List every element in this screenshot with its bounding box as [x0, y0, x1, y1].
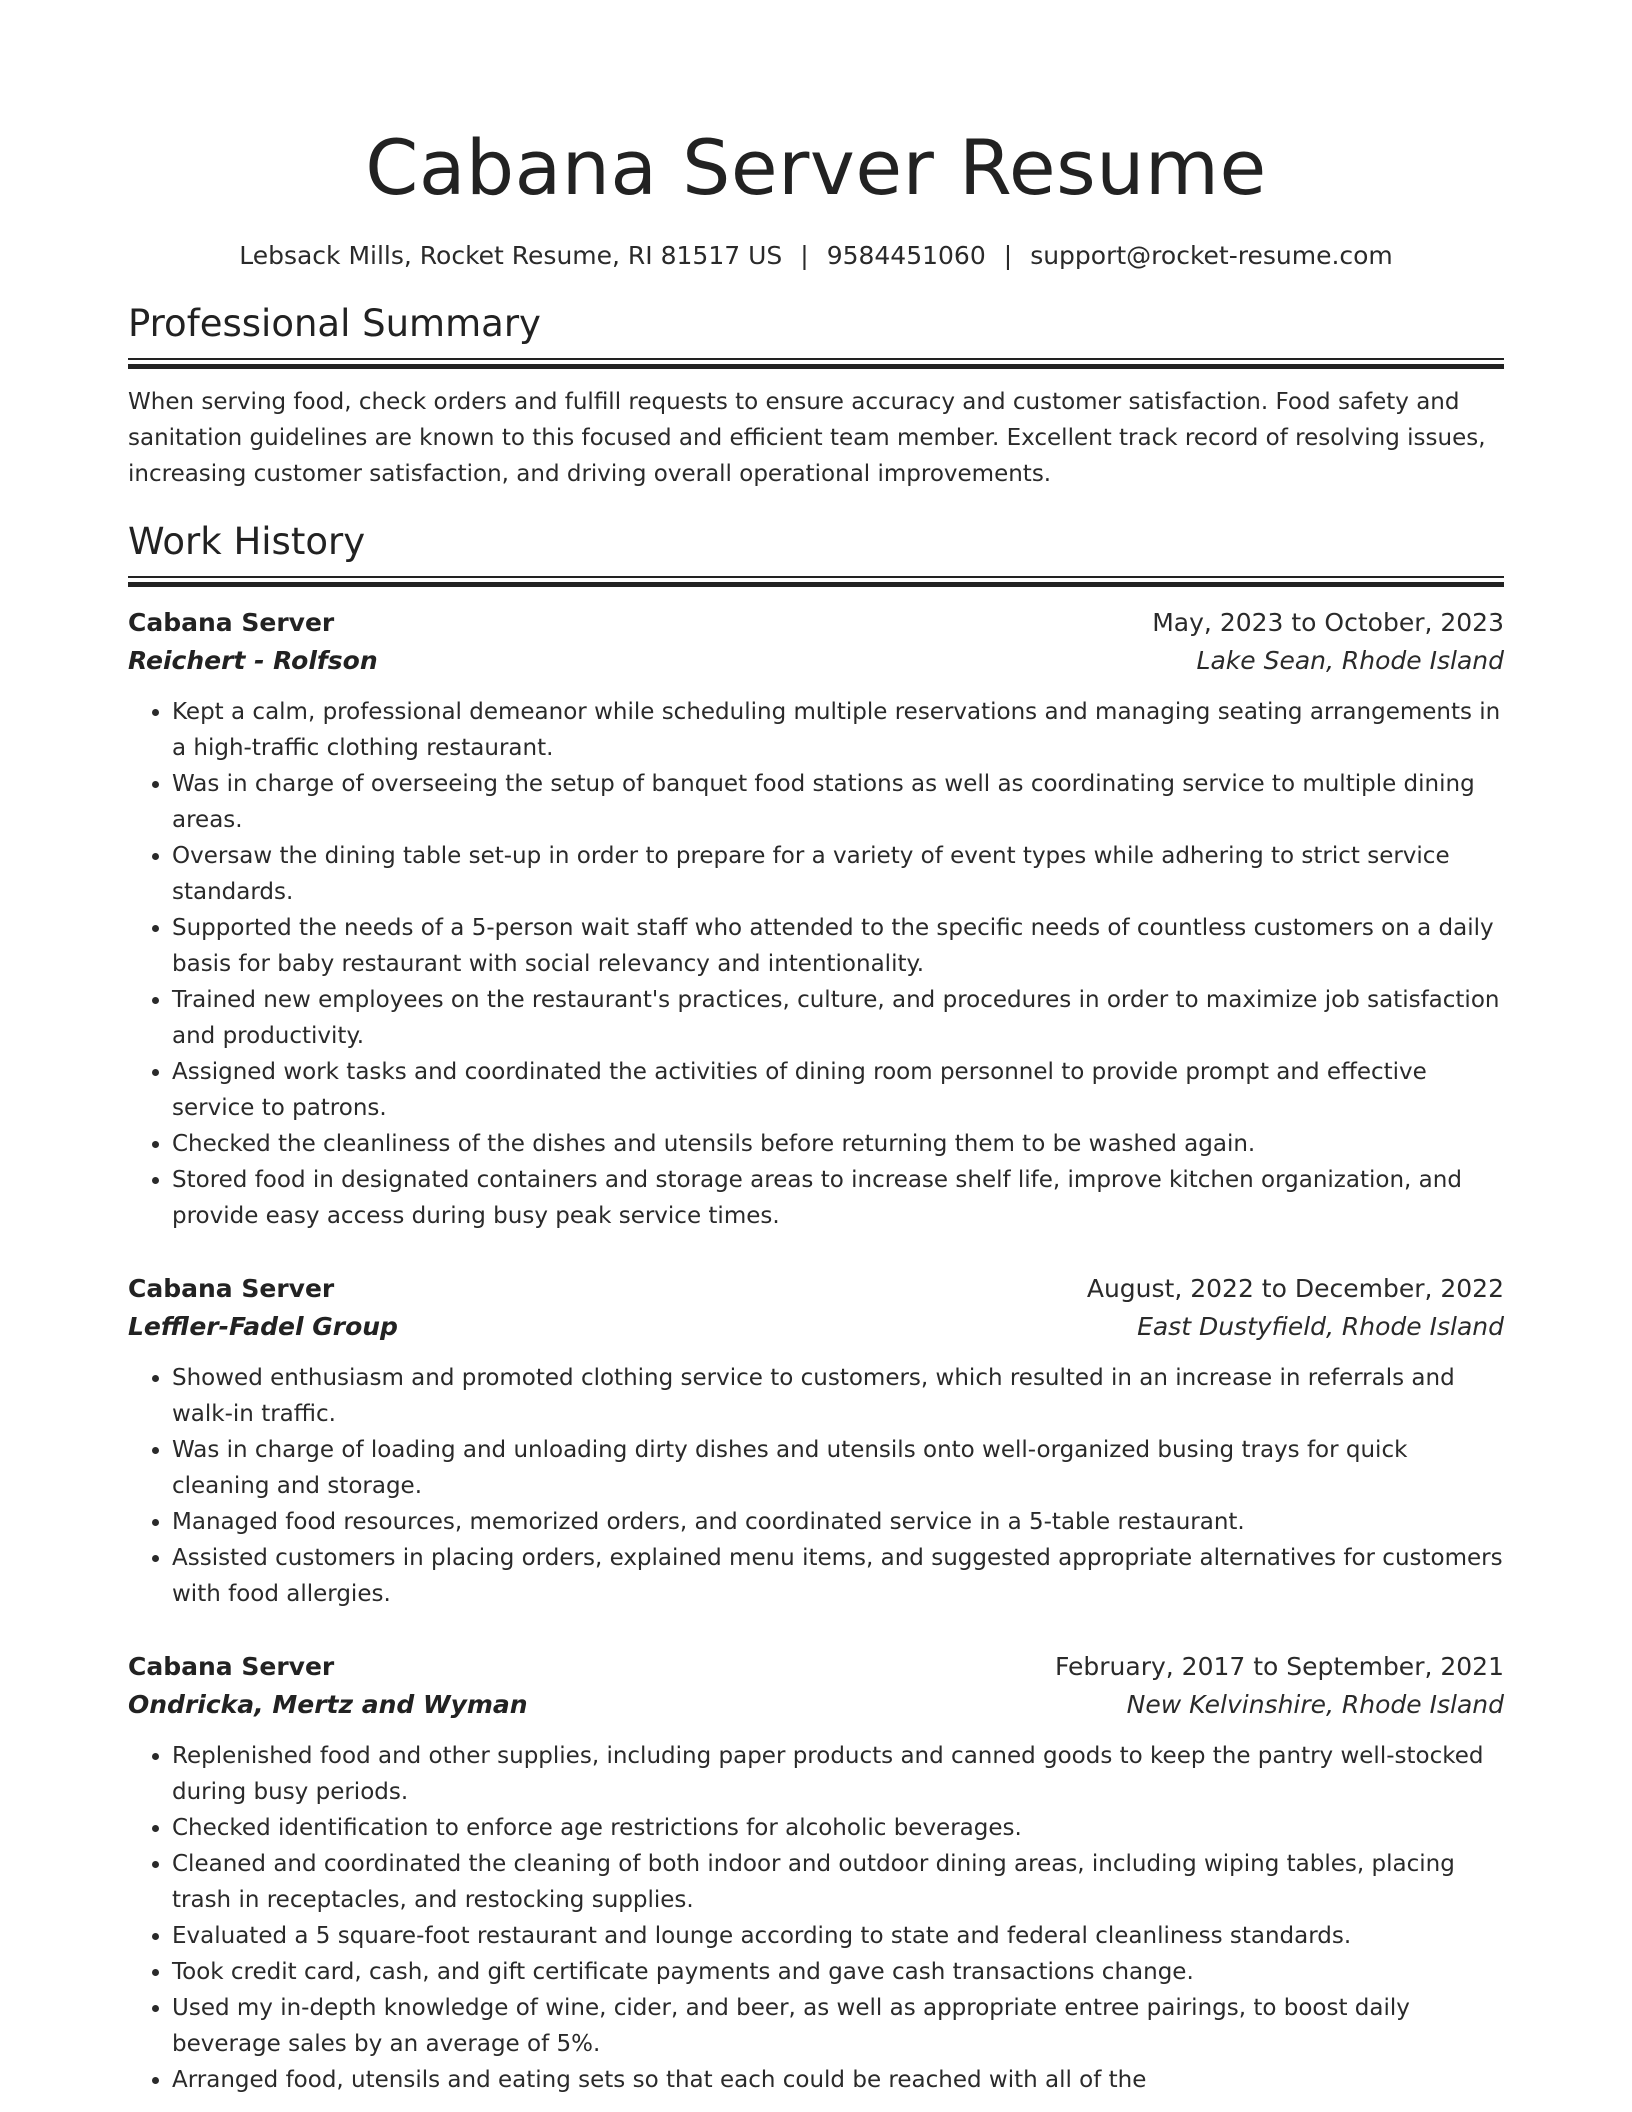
job-bullet: • Assigned work tasks and coordinated the activities of dining room personnel to provide prompt and effective service to patrons. — [172, 1054, 1504, 1126]
work-history-section — [128, 518, 1504, 2098]
job-dates: May, 2023 to October, 2023 — [1152, 608, 1504, 637]
job-title: Cabana Server — [128, 608, 335, 637]
job-bullet: • Checked identification to enforce age restrictions for alcoholic beverages. — [172, 1810, 1504, 1846]
job-bullet: • Supported the needs of a 5-person wait staff who attended to the specific needs of countless customers on a daily basis for baby restaurant with social relevancy and intentionality. — [172, 910, 1504, 982]
work-history-heading: Work History — [128, 520, 366, 563]
summary-heading: Professional Summary — [128, 302, 541, 345]
summary-text: When serving food, check orders and fulfill requests to ensure accuracy and customer satisfaction. Food safety and sanitation guidelines are known to this focused and efficient team member. Excellent track record of resolving issues, increasing customer satisfaction, and driving overall operational improvements. — [128, 389, 1486, 487]
job-bullet: • Managed food resources, memorized orders, and coordinated service in a 5-table restaurant. — [172, 1504, 1504, 1540]
job-bullet: • Evaluated a 5 square-foot restaurant and lounge according to state and federal cleanliness standards. — [172, 1918, 1504, 1954]
job-header-row — [128, 1270, 1504, 1308]
job-header-row — [128, 604, 1504, 642]
job-employer-row — [128, 1308, 1504, 1346]
job-bullet: • Assisted customers in placing orders, explained menu items, and suggested appropriate alternatives for customers with food allergies. — [172, 1540, 1504, 1612]
contact-email: support@rocket-resume.com — [1030, 241, 1393, 270]
summary-section — [128, 300, 1504, 492]
job-company: Reichert - Rolfson — [128, 646, 378, 675]
job-location: New Kelvinshire, Rhode Island — [1126, 1690, 1504, 1719]
contact-line — [128, 238, 1504, 274]
contact-separator: | — [1003, 241, 1013, 270]
job-employer-row — [128, 1686, 1504, 1724]
contact-phone: 9584451060 — [826, 241, 986, 270]
resume-page — [128, 0, 1504, 2098]
job-bullet: • Was in charge of overseeing the setup of banquet food stations as well as coordinating service to multiple dining areas. — [172, 766, 1504, 838]
contact-separator: | — [800, 241, 809, 270]
job-header-row — [128, 1648, 1504, 1686]
job-company: Leffler-Fadel Group — [128, 1312, 398, 1341]
job-bullet: • Checked the cleanliness of the dishes and utensils before returning them to be washed again. — [172, 1126, 1504, 1162]
section-divider — [128, 358, 1504, 368]
job-bullet: • Replenished food and other supplies, including paper products and canned goods to keep the pantry well-stocked during busy periods. — [172, 1738, 1504, 1810]
job-bullet: • Stored food in designated containers and storage areas to increase shelf life, improve kitchen organization, and provide easy access during busy peak service times. — [172, 1162, 1504, 1234]
job-employer-row — [128, 642, 1504, 680]
job-bullet: • Arranged food, utensils and eating sets so that each could be reached with all of the — [172, 2062, 1504, 2098]
job-entry — [128, 1270, 1504, 1612]
job-bullet: • Took credit card, cash, and gift certificate payments and gave cash transactions change. — [172, 1954, 1504, 1990]
contact-address: Lebsack Mills, Rocket Resume, RI 81517 US — [239, 241, 783, 270]
job-bullet: • Kept a calm, professional demeanor while scheduling multiple reservations and managing seating arrangements in a high-traffic clothing restaurant. — [172, 694, 1504, 766]
job-bullet: • Used my in-depth knowledge of wine, cider, and beer, as well as appropriate entree pairings, to boost daily beverage sales by an average of 5%. — [172, 1990, 1504, 2062]
job-dates: August, 2022 to December, 2022 — [1086, 1274, 1504, 1303]
section-divider — [128, 576, 1504, 586]
job-bullet: • Oversaw the dining table set-up in order to prepare for a variety of event types while adhering to strict service standards. — [172, 838, 1504, 910]
job-company: Ondricka, Mertz and Wyman — [128, 1690, 528, 1719]
job-location: East Dustyfield, Rhode Island — [1137, 1312, 1504, 1341]
job-bullets — [128, 1360, 1504, 1612]
job-bullet: • Showed enthusiasm and promoted clothing service to customers, which resulted in an increase in referrals and walk-in traffic. — [172, 1360, 1504, 1432]
job-location: Lake Sean, Rhode Island — [1196, 646, 1504, 675]
job-title: Cabana Server — [128, 1652, 335, 1681]
job-bullets — [128, 1738, 1504, 2098]
job-title: Cabana Server — [128, 1274, 335, 1303]
job-dates: February, 2017 to September, 2021 — [1055, 1652, 1504, 1681]
job-bullet: • Cleaned and coordinated the cleaning of both indoor and outdoor dining areas, including wiping tables, placing trash in receptacles, and restocking supplies. — [172, 1846, 1504, 1918]
job-bullets — [128, 694, 1504, 1234]
resume-title: Cabana Server Resume — [365, 123, 1267, 212]
job-entry — [128, 604, 1504, 1234]
job-entry — [128, 1648, 1504, 2098]
job-bullet: • Was in charge of loading and unloading dirty dishes and utensils onto well-organized busing trays for quick cleaning and storage. — [172, 1432, 1504, 1504]
job-bullet: • Trained new employees on the restaurant's practices, culture, and procedures in order to maximize job satisfaction and productivity. — [172, 982, 1504, 1054]
